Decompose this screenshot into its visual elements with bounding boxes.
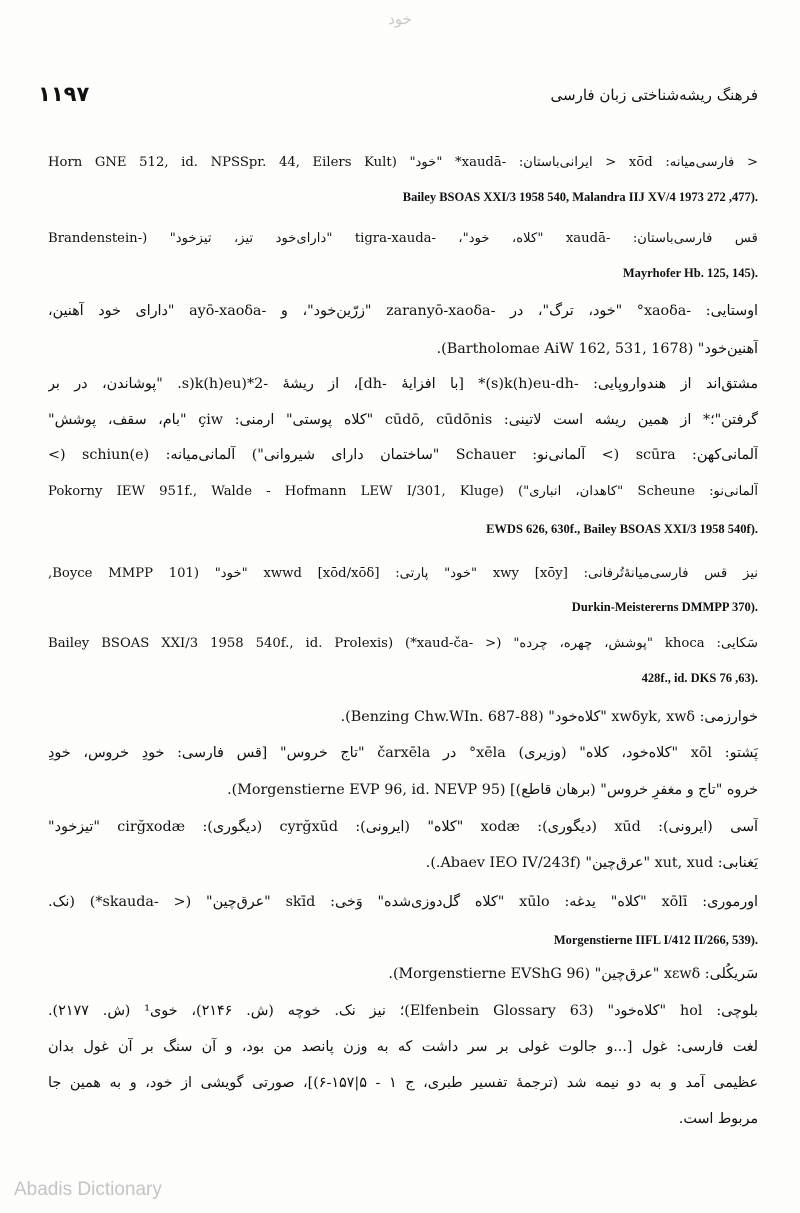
entry-line: قس فارسی‌باستان: -xaudā "کلاه، خود"، -tigra-xauda "دارای‌خود تیز، تیزخود" (-Brandenstein: [48, 231, 758, 246]
entry-line: اوستایی: -xaoδa° "خود، ترگ"، در -zaranyō-xaoδa "زرّین‌خود"، و -ayō-xaoδa "دارای خود آهنین،: [48, 303, 758, 319]
page-number: ۱۱۹۷: [38, 82, 90, 106]
entry-line: < فارسی‌میانه: xōd < ایرانی‌باستان: -xaudā* "خود" (Horn GNE 512, id. NPSSpr. 44, Eilers Kult: [48, 155, 758, 170]
entry-line: مربوط است.: [678, 1111, 758, 1127]
entry-line: .(477, Bailey BSOAS XXI/3 1958 540, Malandra IIJ XV/4 1973 272: [402, 190, 758, 204]
entry-line: آهنین‌خود" (Bartholomae AiW 162, 531, 1678).: [436, 341, 758, 357]
watermark: Abadis Dictionary: [14, 1179, 162, 1200]
entry-line: خروه "تاج و مغفرِ خروس" (برهان قاطع)] (Morgenstierne EVP 96, id. NEVP 95).: [227, 782, 758, 798]
entry-line: لغت فارسی: غول [...و جالوت غولی بر سر داشت که به وزن پانصد من بود، و آن سنگ بر آن غول بدان: [48, 1039, 758, 1055]
entry-line: .(Mayrhofer Hb. 125, 145: [622, 266, 758, 280]
entry-line: گرفتن"؛* از همین ریشه است لاتینی: cūdō, cūdōnis "کلاه پوستی" ارمنی: çiw "بام، سقف، پوشش": [48, 412, 758, 428]
entry-line: مشتق‌اند از هندواروپایی: -s)k(h)eu-dh)* [با افزایهٔ -dh]، از ریشهٔ -s)k(h)eu)*2. "پوشاندن، در بر: [48, 376, 758, 392]
entry-line: آسی (ایرونی): xūd (دیگوری): xodæ "کلاه" (ایرونی): cyrğxūd (دیگوری): cirğxodæ "تیزخود": [48, 819, 758, 835]
faint-header-word: خود: [388, 10, 412, 28]
entry-line: یَغنابی: xut, xud "عرق‌چین" (Abaev IEO IV/243f.).: [425, 855, 758, 871]
entry-line: .(63, 428f., id. DKS 76: [641, 671, 758, 685]
entry-line: سَکایی: khoca "پوشش، چهره، چرده" (< -xaud-ča*) (Bailey BSOAS XXI/3 1958 540f., id. Prolexis: [48, 636, 758, 651]
running-header: فرهنگ ریشه‌شناختی زبان فارسی: [550, 86, 758, 104]
entry-line: نیز قس فارسی‌میانهٔ‌تُرفانی: xwy [xōy] "خود" پارتی: xwwd [xōd/xōδ] "خود" (Boyce MMPP 101,: [48, 566, 758, 581]
entry-line: عظیمی آمد و به دو نیمه شد (ترجمهٔ تفسیر طبری، ج ۱ - ۵|۱۵۷-۶)]، صورتی گویشی از خود، و به همین جا: [48, 1075, 758, 1091]
entry-line: اورموری: xōlī "کلاه" یدغه: xūlo "کلاه گل‌دوزی‌شده" وَخی: skīd "عرق‌چین" (< -skauda*) (نک.: [48, 894, 758, 910]
entry-line: بلوچی: hol "کلاه‌خود" (Elfenbein Glossary 63)؛ نیز نک. خوچه (ش. ۲۱۴۶)، خوی¹ (ش. ۲۱۷۷).: [48, 1003, 758, 1019]
entry-line: سَریکُلی: xɛwδ "عرق‌چین" (Morgenstierne EVShG 96).: [388, 966, 758, 982]
entry-line: آلمانی‌کهن: scūra (> آلمانی‌نو: Schauer "ساختمان دارای شیروانی") آلمانی‌میانه: schiun(e) (>: [48, 447, 758, 463]
entry-line: خوارزمی: xwδyk, xwδ "کلاه‌خود" (Benzing Chw.WIn. 687-88).: [340, 709, 758, 725]
entry-line: آلمانی‌نو: Scheune "کاهدان، انباری") (Pokorny IEW 951f., Walde - Hofmann LEW I/301, Kluge: [48, 484, 758, 499]
entry-line: پَشتو: xōl "کلاه‌خود، کلاه" (وزیری) xēla° در čarxēla "تاج خروس" [قس فارسی: خودِ خروس، خودِ: [48, 745, 758, 761]
entry-line: .(EWDS 626, 630f., Bailey BSOAS XXI/3 1958 540f: [486, 522, 758, 536]
entry-line: .(Morgenstierne IIFL I/412 II/266, 539: [553, 933, 758, 947]
entry-line: .(Durkin-Meistererns DMMPP 370: [571, 600, 758, 614]
